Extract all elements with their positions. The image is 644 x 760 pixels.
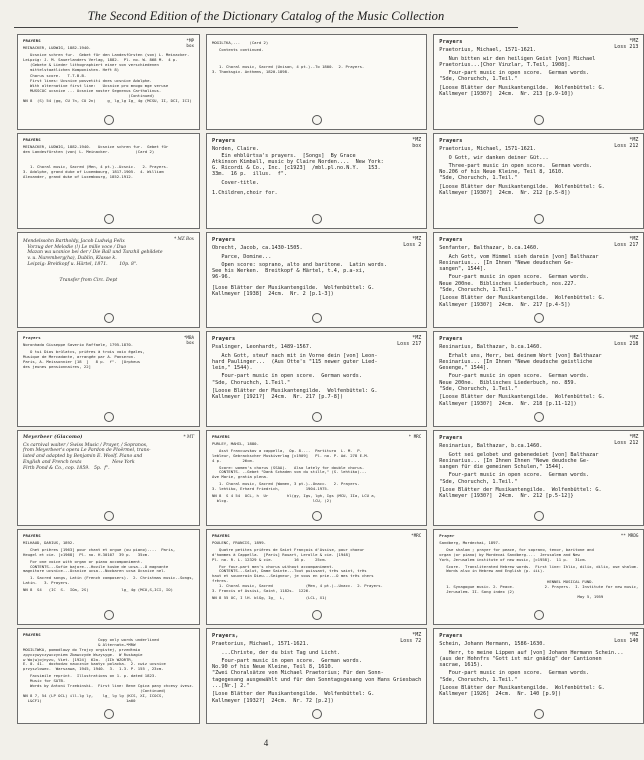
call-number-line: * MZ Box — [174, 236, 194, 241]
card-text-line: Kallmeyer [1930?] 24cm. Nr. 213 [p.9-10]) — [439, 91, 574, 98]
card-text-line: sangen", 1544]. — [439, 266, 487, 273]
call-number-line: * MT — [183, 434, 194, 439]
card-text-line: [Loose Blätter der Musikantengilde. Wolfenbüttel: G. — [439, 295, 605, 302]
card-text-line: Sandberg, Mordechai, 1897- — [439, 539, 501, 545]
page-number: 4 — [263, 738, 269, 748]
card-text-line: hard Paulinger... (Aus Otte's "115 newer guter Lied- — [212, 358, 378, 365]
card-text-line: Paris, A. Meissonnier [18 ] 8 p. f". [Orpheus — [23, 358, 141, 364]
catalog-card — [433, 232, 644, 328]
card-text-line: Resinarius... [In Ihnen "Newe deudschen Ge- — [439, 259, 574, 266]
card-text-line — [212, 299, 421, 301]
card-text-line: MEINACKER, LUDWIG, 1882-1940. Ucsnice schren fur. Gebet für — [23, 143, 169, 149]
catalog-card — [206, 628, 427, 724]
card-text-line: Copy only words underlined — [23, 636, 159, 642]
call-number-line: *MP — [186, 38, 194, 43]
card-text-line: G. Ricordi & Co., Inc. [c1923] /mbl.pl.no.N.Y. 153. — [212, 165, 381, 172]
card-text-line: 96-96. — [212, 274, 231, 281]
call-number-line: Loss 212 — [614, 440, 639, 446]
card-text-line: York, Jerusalem institute of new music, [c1958]. 11 p. 31cm. — [439, 556, 587, 562]
card-text-line: sacrae, 1615). — [439, 662, 483, 669]
card-text-line: 1. Choral music, Sacred (Women, 3 pt.)--Unacc. 2. Prayers. — [212, 481, 360, 487]
card-text-line: 3. Thanksgiv. Anthems, 1820-1898. — [212, 68, 290, 74]
card-text-line: Jerusalem. II. Song index (2) — [439, 589, 515, 595]
card-text-line: First lines: Ucsnice posvetiti dnes ucsnice Adolphe. — [23, 78, 152, 84]
card-text-line: "Sde, Choruchch, 1.Teil." — [439, 287, 518, 294]
card-heading: Prayers — [212, 138, 236, 144]
card-text-line: With alternative first line: Ucsnice pro mnogo mge veruse — [23, 83, 169, 89]
catalog-card — [206, 34, 427, 130]
card-text-line: sangen für die gemeinen Schulen," 1544]. — [439, 464, 565, 471]
card-text-line: 3. Francis of Assisi, Saint, 1182s- 1226. — [212, 588, 311, 594]
call-number-line: *MRC — [411, 533, 422, 538]
card-punch-hole — [534, 313, 544, 323]
card-text-line: [Lose Blätter der Musikantengilde. Wolfenbüttel: G. — [212, 284, 375, 291]
card-text-line: 1. Choral music, Sacred (Men, 4 pt.)--Ucsnic. 2. Prayers. — [23, 163, 169, 169]
card-text-line: Ach Gott, vom Himmel sieh darein [von] Balthazar — [439, 253, 599, 260]
card-text-line: frères. — [212, 578, 229, 584]
card-punch-hole — [312, 412, 322, 422]
card-text-line: organ (or piano) by Mordecai Sandberg.... Jerusalem and New — [439, 551, 580, 557]
card-text-line: ...[Nr.] 2." — [212, 683, 250, 690]
card-text-line: Ave Marie, gratia plena. — [212, 474, 269, 480]
card-text-line: Four-part music in open score. German words. — [439, 472, 590, 479]
card-text-line: Kallmeyer [1932?] 24cm. Nr. 72 [p.2]) — [212, 697, 334, 704]
catalog-card — [17, 133, 200, 229]
catalog-card — [17, 430, 200, 526]
card-call-number — [621, 533, 639, 540]
card-text-line — [439, 500, 638, 502]
card-heading: Prayers — [23, 335, 41, 340]
card-text-line — [439, 99, 638, 101]
catalog-card — [17, 628, 200, 724]
card-text-line: PURLEY, MAHIL, 1880- — [212, 440, 259, 446]
card-text-line: Alexander, grand duke of Luxembourg, 1852-1912. — [23, 173, 134, 179]
card-text-line: Firth Pond & Co., cop. 1859. 5p. f". — [23, 465, 110, 471]
card-text-line: den Landesfürsten (von) L. Meinacker. (Card 2) — [23, 148, 155, 154]
card-text-line — [439, 198, 638, 200]
catalog-card — [433, 529, 644, 625]
card-text-line: Resinarius... [In Ihnen "Newe deudsche geistliche — [439, 358, 593, 365]
card-call-number — [614, 434, 638, 446]
card-text-line: "Zwei Choralsätze von Michael Praetorius; Für den Sonn- — [212, 670, 384, 677]
card-text-line: lebleur, Gebrackscher Muskiverlag [c1909] Pl. no. P. Ad. 278 E.M. — [212, 452, 369, 458]
card-call-number — [183, 434, 194, 441]
catalog-card — [433, 430, 644, 526]
card-text-line: CONTENTS. --Gebet "Dank Schaden von du stille," (S. lehtiko).-- — [212, 469, 367, 475]
card-text-line: MUSSCOC ucsnice ... Ucsnice noster Segnenus Carthalinus. — [23, 88, 162, 94]
card-text-line: 3. Adolphe, grand duke of Luxembourg, 1817-1905. 4. William — [23, 168, 164, 174]
card-text-line: Three-part music in open score. German words. — [439, 162, 593, 169]
card-text-line: Ucsnice schren fur. Gebet für den Landesfürsten (von) L. Meinacker. — [23, 51, 190, 57]
card-text-line: Open score: soprano, alto and baritone. Latin words. — [212, 261, 387, 268]
card-text-line — [23, 185, 194, 187]
call-number-line: *MZ — [629, 236, 639, 242]
card-text-line: Latin. 3. Prayers. — [23, 580, 70, 586]
card-punch-hole — [312, 610, 322, 620]
call-number-line: *MBA — [183, 335, 194, 340]
card-heading: PRAYERS — [23, 38, 41, 43]
card-text-line: NN 8 S 4 54 OCL, h Ur hl(gy, Igs, lgh, Igs (MCU, IIa, LCU a, — [212, 493, 376, 499]
card-text-line: Chorus score. T.T.B.B. — [23, 73, 87, 79]
card-text-line: Vorzug der Melodie (!) Le mille voce / Duo — [23, 244, 127, 250]
card-text-line: Parce, Domine... — [212, 253, 272, 260]
card-text-line: lein," 1544). — [212, 365, 253, 372]
card-text-line: Kallmeyer [1930?] 24cm. Nr. 212 [p.5-8]) — [439, 190, 571, 197]
page-title: The Second Edition of the Dictionary Catalog of the Music Collection — [87, 9, 445, 23]
card-punch-hole — [104, 214, 114, 224]
call-number-line — [183, 439, 194, 441]
catalog-card — [206, 331, 427, 427]
call-number-line — [621, 538, 639, 540]
card-text-line: Praetorius, Michael, 1571-1621. — [439, 47, 537, 54]
catalog-card-grid — [17, 34, 639, 724]
card-text-line: Kallmeyer [1921?] 24cm. Nr. 217 [p.7-8]) — [212, 394, 344, 401]
call-number-line — [174, 241, 194, 243]
card-text-line: Resinarius... [In Ihnen Ihnen "Newe deudsche Ge- — [439, 457, 590, 464]
card-text-line: [Loose Blätter der Musikantengilde. Wolfenbüttel: G. — [439, 685, 605, 692]
card-text-line: Resinarius, Balthazar, b.ca.1460. — [439, 344, 543, 351]
call-number-line: *MZ — [412, 137, 422, 143]
card-call-number — [614, 632, 638, 644]
card-text-line: Four-part music in open score. German words. — [439, 670, 590, 677]
call-number-line: * MRC — [408, 434, 422, 439]
card-text-line: Gesenge," 1544]. — [439, 365, 490, 372]
card-text-line: HENNEL MUSICAL FUND. — [439, 579, 594, 585]
card-text-line: For one voice with organ or piano accompaniment. — [23, 558, 143, 564]
card-text-line: Words also in Hebrew and English (p. iii). — [439, 568, 545, 574]
card-text-line: tagegesang ausgewählt und für den Sonntagsgesang von Hans Griesbach — [212, 676, 422, 683]
card-heading: Prayers — [212, 237, 236, 243]
card-text-line: [Loose Blätter der Musikantengilde. Wolfenbüttel: G. — [439, 183, 605, 190]
card-punch-hole — [312, 214, 322, 224]
card-heading: Prayers — [439, 237, 463, 243]
card-text-line: v. u. Nuremberg(ha), Dublin, Klasse k. — [23, 256, 117, 262]
card-call-number — [184, 335, 194, 345]
card-punch-hole — [104, 412, 114, 422]
catalog-card — [433, 628, 644, 724]
card-text-line: (Gebete & Lieder lithographiert einer von verschiedenen — [23, 61, 159, 67]
card-punch-hole — [312, 115, 322, 125]
card-text-line: Praetorius...[Chor Vinzlar, T.Teil, 1908]. — [439, 61, 571, 68]
card-text-line: from Meyerbeer's opera Le Pardon de Ploërmel, trans- — [23, 448, 151, 454]
call-number-line: *MZ — [629, 38, 639, 44]
card-text-line: 1.Children,choir for. — [212, 190, 278, 197]
card-text-line: Leipzig: Breitkopf u. Härtel, 1871. 10p. 8". — [23, 261, 138, 267]
card-text-line: Leipzig: J. M. Sauerlanders Verlag, 1882. Pl. no. W. 868 M. 4 p. — [23, 56, 178, 62]
card-punch-hole — [312, 709, 322, 719]
card-text-line — [212, 401, 421, 403]
card-text-line: Atkinson Kimball, music by Claire Norden.... New York: — [212, 158, 384, 165]
catalog-card — [17, 529, 200, 625]
card-text-line: Four-part music in open score. German words. — [212, 373, 362, 380]
card-text-line: Transfer from Circ. Dept — [23, 277, 118, 283]
card-text-line: [Lose Blätter der Musikantengilde. Wolfenbüttel: G. — [212, 691, 375, 698]
card-text-line: Four-part music in open score. German words. — [439, 373, 590, 380]
card-text-line: magnitore ucsnice.--Ucsnice ucsa.--Nocbaren ucsa Ucsnice nel. — [23, 568, 166, 574]
catalog-card — [433, 331, 644, 427]
card-text-line: MILHAUD, DARIUS, 1892- — [23, 539, 75, 545]
card-text-line: Ose shalom ; prayer for peace, for soprano, tenor, baritone and — [439, 546, 594, 552]
card-text-line: Kallmeyer [1926] 24cm. Nr. 140 [p.9]) — [439, 691, 562, 698]
card-text-line: Contents continued. — [212, 46, 264, 52]
card-text-line: Gott sei gelobet und gebenedeiet [von] Balthazar — [439, 451, 599, 458]
card-text-line: NN 8 (S) 54 (gq, CU 7n, CU 2n) g_ lg_lg Ig_ 4g (MCSU, II, DCI, ICI) — [23, 97, 192, 103]
card-text-line: No.206 of his Neue Kleine, Teil 8, 1610. — [439, 169, 565, 176]
card-punch-hole — [104, 313, 114, 323]
call-number-line: box — [186, 43, 194, 48]
call-number-line: *MZ — [629, 335, 639, 341]
call-number-line: box — [186, 340, 194, 345]
card-text-line: d'hommes à Cappella. [Paris] Rouart, Lerolle & cie. [1948] — [212, 551, 351, 557]
card-text-line — [212, 200, 421, 202]
card-text-line: Kallmeyer [1938] 24cm. Nr. 2 [p.1-3]) — [212, 291, 334, 298]
call-number-line: *MZ — [412, 335, 422, 341]
card-text-line: Words by Antoni Trzebinski. First line: Bene Cgica pany chcesy ivesz. — [23, 683, 194, 689]
call-number-line — [409, 439, 422, 441]
card-heading: Prayers — [212, 336, 236, 342]
card-text-line: zpyczywyczywczyniem Zbawczyde Wszysyge. W Ruskagie — [23, 651, 143, 657]
card-punch-hole — [534, 214, 544, 224]
card-text-line: Four-part music in open score. German words. — [439, 70, 590, 77]
card-text-line: Noronhada Giuseppe Saverio Raffaele, 1795-1870. — [23, 341, 134, 347]
call-number-line — [411, 538, 421, 540]
card-text-line: "Sde, Choruchch, 1.Teil." — [439, 676, 518, 683]
call-number-line: Loss 217 — [397, 341, 422, 347]
catalog-card — [433, 133, 644, 229]
card-call-number — [412, 137, 421, 149]
card-text-line: Ach Gott, steuf nach mit in Vorne dein [von] Leon- — [212, 352, 378, 359]
card-text-line: O tui Dios brûlatcs, prières à trois voix égales, — [23, 348, 145, 354]
card-text-line: Praetorius, Michael, 1571-1621. — [439, 146, 537, 153]
card-text-line: przyszlowec. Warszawa, 1945, 1940. 3. 1.3. P. 155 , 23cm. — [23, 666, 164, 672]
card-heading: Meyerbeer (Giacomo) — [23, 435, 83, 440]
card-text-line: Erhalt uns, Herr, bei deinem Wort [von] Balthazar — [439, 352, 602, 359]
call-number-line: Loss 72 — [400, 638, 422, 644]
call-number-line: Loss 212 — [614, 143, 639, 149]
card-text-line: MEINACKER, LUDWIG, 1882-1940. — [23, 44, 91, 50]
card-text-line: Cover-title. — [212, 179, 259, 186]
card-text-line: 1. Choral music, Sacred (Men, 4 pt.)--Unacc. 2. Prayers. — [212, 583, 383, 589]
catalog-card — [17, 34, 200, 130]
card-punch-hole — [104, 610, 114, 620]
card-heading: PRAYERS — [212, 434, 230, 439]
card-heading: PRAYERS — [23, 533, 41, 538]
card-call-number — [614, 137, 638, 149]
card-text-line: blcg. lCU, (2) — [212, 497, 332, 503]
card-text-line: L&CF1) 1a00 — [23, 697, 136, 703]
card-text-line: (Continued) — [23, 687, 166, 693]
card-text-line: des jeunes pensionnaires, 22] — [23, 363, 91, 369]
card-text-line: CONTENTS.--Salut, Dame Sainte.--Tout puissant, très saint, très — [212, 568, 367, 574]
call-number-line: Loss 217 — [614, 242, 639, 248]
card-call-number — [397, 335, 421, 347]
card-punch-hole — [312, 511, 322, 521]
catalog-card — [17, 331, 200, 427]
card-text-line: 3. lehtiko, Erhard Friedrich, 1904-1975. — [212, 486, 330, 492]
card-text-line — [212, 81, 421, 83]
card-heading: Prayers — [439, 435, 463, 441]
card-heading: Prayers — [439, 39, 463, 45]
card-text-line: "Sde, Choruchch, 1.Teil." — [439, 478, 518, 485]
card-text-line — [23, 377, 194, 379]
card-text-line: (Continued) — [23, 93, 155, 99]
card-text-line: Neue 200ne. Biblisches Liederbuch, no. 859. — [439, 379, 577, 386]
card-text-line: MOGILTKA,... (Card 2) — [212, 40, 269, 45]
catalog-card — [433, 34, 644, 130]
card-text-line: Quatre petites prières de Saint François d'Assise, pour choeur — [212, 546, 365, 552]
card-heading: Prayers — [439, 336, 463, 342]
card-text-line: "Sde, Choruchch, 1.Teil." — [439, 76, 518, 83]
card-text-line: Kallmeyer [1930?] 24cm. Nr. 212 [p.5-12]} — [439, 493, 574, 500]
card-call-number — [614, 38, 638, 50]
card-text-line: ...Christe, der du bist Tag und Licht. — [212, 649, 341, 656]
call-number-line: Loss 213 — [614, 44, 639, 50]
card-punch-hole — [104, 511, 114, 521]
card-text-line: Resinarius, Balthazar, b.ca.1460. — [439, 443, 543, 450]
card-punch-hole — [534, 709, 544, 719]
card-text-line — [23, 283, 194, 285]
card-call-number — [411, 533, 421, 540]
card-text-line: "Sde, Choruchch, 1.Teil." — [439, 175, 518, 182]
card-text-line: 33m. 16 p. illus. f". — [212, 171, 287, 178]
card-text-line: MOGILTWKA, pomodlowy do Trojcy orgistej, przedtmio — [23, 646, 141, 652]
card-heading: PRAYERS — [23, 137, 41, 142]
card-text-line: 1. Sacred songs, Latin (French composers). 2. Christmas music--Songs, — [23, 575, 194, 581]
card-text-line: Heugel et cie. [c1968] Pl. no. H.30107 39 p. 35cm. — [23, 551, 150, 557]
card-text-line: NN 8 S4 (IC S. IOa, 2S) lg_ 4g (MCU,S,ICI, IO) — [23, 587, 173, 593]
card-text-line: Chet prières [1963] pour chant et orgue (ou piano).... Paris, — [23, 546, 176, 552]
card-text-line: Musique de Mercadante, arrangée par A. Panseron. — [23, 353, 136, 359]
card-text-line: 4 p. 26cm. — [212, 457, 255, 463]
card-punch-hole — [534, 115, 544, 125]
card-heading: Prayers — [439, 138, 463, 144]
call-number-line: ** MRDG — [620, 533, 639, 538]
card-text-line — [23, 473, 194, 475]
card-heading: Prayers, — [212, 633, 239, 639]
card-text-line: [Lose Blätter der Musikantengilde. Wolfenbüttel: G. — [439, 487, 602, 494]
card-text-line — [439, 698, 638, 700]
card-text-line: Schein, Johann Hermann, 1586-1630. — [439, 641, 546, 648]
card-text-line: "Sde, Choruchch, 1.Teil." — [439, 386, 518, 393]
card-punch-hole — [534, 610, 544, 620]
card-text-line: & Alternate—*MRW — [23, 641, 136, 647]
card-text-line: See his Werken. Breitkopf & Härtel, t.4, p.a-xi, — [212, 268, 366, 275]
call-number-line: *MZ — [629, 632, 639, 638]
card-text-line: Norden, Claire. — [212, 146, 259, 153]
card-call-number — [186, 38, 194, 48]
card-text-line: Mendelssohn Bartholdy, Jacob Ludwig Felix — [23, 239, 125, 244]
card-text-line: 1. Synagogue music. 2. Peace. 2. Prayers. I. Institute for new music, — [439, 584, 639, 590]
card-text-line: Score. Transliterated Hebrew words. First line: Ihlix, dilix, dilix, ose shalom. — [439, 563, 639, 569]
card-call-number — [400, 632, 421, 644]
card-text-line: Obrecht, Jacob, ca.1430-1505. — [212, 245, 303, 252]
card-punch-hole — [104, 115, 114, 125]
card-punch-hole — [312, 313, 322, 323]
card-text-line: Mazan wa ucsnice bei der / Die Ball und Tanzhil gebildete — [23, 250, 163, 256]
card-text-line: Kallmeyer [1930?] 24cm. Nr. 217 [p.4-5]) — [439, 301, 571, 308]
card-text-line: Praetorius, Michael, 1571-1621. — [212, 641, 309, 648]
card-text-line: "Sde, Choruchch, 1.Teil." — [212, 379, 291, 386]
card-text-line: mittelstaatlichen Komponisten. Heft 8) — [23, 66, 120, 72]
card-text-line: POULENC, FRANCIS, 1899- — [212, 539, 266, 545]
card-text-line: haut et souverain Dieu.--Seigneur, je vous en prie.--O mes très chers — [212, 573, 374, 579]
card-text-line: w Wo(w)ojnyzu, Viet. [1924] 62a. (IIh WZORTR, — [23, 656, 134, 662]
card-text-line: Psalinger, Leonhardt, 1489-1567. — [212, 344, 312, 351]
catalog-card — [206, 430, 427, 526]
card-text-line: Neue 200ne. Biblisches Liederbuch, nos.227. — [439, 280, 577, 287]
card-call-number — [614, 236, 638, 248]
catalog-card — [206, 133, 427, 229]
call-number-line: Loss 218 — [614, 341, 639, 347]
card-text-line: Music for SATB. — [23, 678, 66, 684]
card-text-line: Four-part music in open score. German words. — [212, 657, 362, 664]
card-text-line: Nun bitten wir den heiligen Geist [von] Michael — [439, 55, 596, 62]
card-text-line: [Loose Blätter der Musikantengilde. Wolfenbüttel: G. — [212, 388, 378, 395]
card-call-number — [403, 236, 421, 248]
card-punch-hole — [104, 709, 114, 719]
card-text-line: No.90 of his Neue Kleine, Teil 8, 1610. — [212, 664, 334, 671]
call-number-line: *MZ — [412, 632, 422, 638]
card-call-number — [409, 434, 422, 441]
call-number-line: *MZ — [629, 137, 639, 143]
card-heading: Prayers — [439, 633, 463, 639]
card-text-line: lated and adapted by Benjamin E. Woolf. Piano and — [23, 454, 143, 460]
card-text-line: 1. Choral music, Sacred (Unison, 4 pt.)--To 1800. 2. Prayers. — [212, 63, 365, 69]
card-text-line: CONTENTS.--Sofie bajore.--Hovile kusbe de ucsa.--O magnante — [23, 563, 169, 569]
card-text-line: Senfanter, Balthazar, b.ca.1460. — [439, 245, 540, 252]
card-text-line: E. 0. 41. dochodzo naucznie kaatyc polacka. 2. cwiz ucsnice — [23, 661, 166, 667]
catalog-card — [206, 529, 427, 625]
catalog-card — [206, 232, 427, 328]
card-text-line: [Loose Blätter der Musikantengilde. Wolfenbüttel: G. — [439, 394, 605, 401]
call-number-line: *MZ — [629, 434, 639, 440]
card-text-line: English and French texts New York — [23, 459, 135, 465]
card-punch-hole — [534, 511, 544, 521]
card-text-line: For four-part men's chorus without accompaniment. — [212, 563, 334, 569]
card-heading: Prayer — [439, 533, 455, 538]
card-text-line: NN 8 55 OC, I lH. blGg, Ig_ L, (LCL, X1) — [212, 594, 327, 600]
card-call-number — [174, 236, 194, 243]
card-text-line: Kallmeyer [1930?] 24cm. Nr. 218 [p.11-12]) — [439, 400, 577, 407]
call-number-line: Loss 140 — [614, 638, 639, 644]
card-text-line: Herr, to meine Lippen auf [von] Johann Hermann Schein... — [439, 649, 624, 656]
call-number-line: Loss 2 — [403, 242, 422, 248]
card-heading: PRAYERS — [23, 632, 41, 637]
card-call-number — [614, 335, 638, 347]
card-text-line: Pl. no. R. L. 12329 & cie. 16 p. 25cm. — [212, 556, 327, 562]
card-text-line: NN 8 7, 54 (LP OCL) ill-lg ly, lg_ lg lg (KCS, XI, ICOCS, — [23, 692, 164, 698]
call-number-line: *MZ — [412, 236, 422, 242]
card-text-line: Asst Francuzskov a cappella, Op. 8.... Partitura L. M. P. — [212, 447, 362, 453]
card-text-line: Ein ehblürtsa's prayers. [Songs] By Grace — [212, 152, 356, 159]
card-text-line: [Loose Blätter der Musikantengilde. Wolfenbüttel: G. — [439, 84, 605, 91]
card-text-line: (aus der Hohnfrs "Gott ist mir gnädig" der Cantionen — [439, 655, 602, 662]
card-text-line: Cs carnival waiter / Swiss Music / Prayer, / Sopranos, — [23, 442, 148, 448]
card-text-line: Four-part music in open score. German words. — [439, 274, 590, 281]
card-text-line: Score: women's chorus (SSAA). Also lately for double chorus. — [212, 464, 365, 470]
call-number-line: box — [412, 143, 422, 149]
card-text-line: Facsimile reprint. Illustrations on 1. p. dated 1823. — [23, 673, 157, 679]
card-punch-hole — [534, 412, 544, 422]
card-text-line: May 5, 1959 — [439, 594, 604, 600]
card-text-line: O Gott, wir danken deiner Güt... — [439, 154, 549, 161]
card-heading: PRAYERS — [212, 533, 230, 538]
catalog-card — [17, 232, 200, 328]
header-rule — [14, 27, 518, 28]
